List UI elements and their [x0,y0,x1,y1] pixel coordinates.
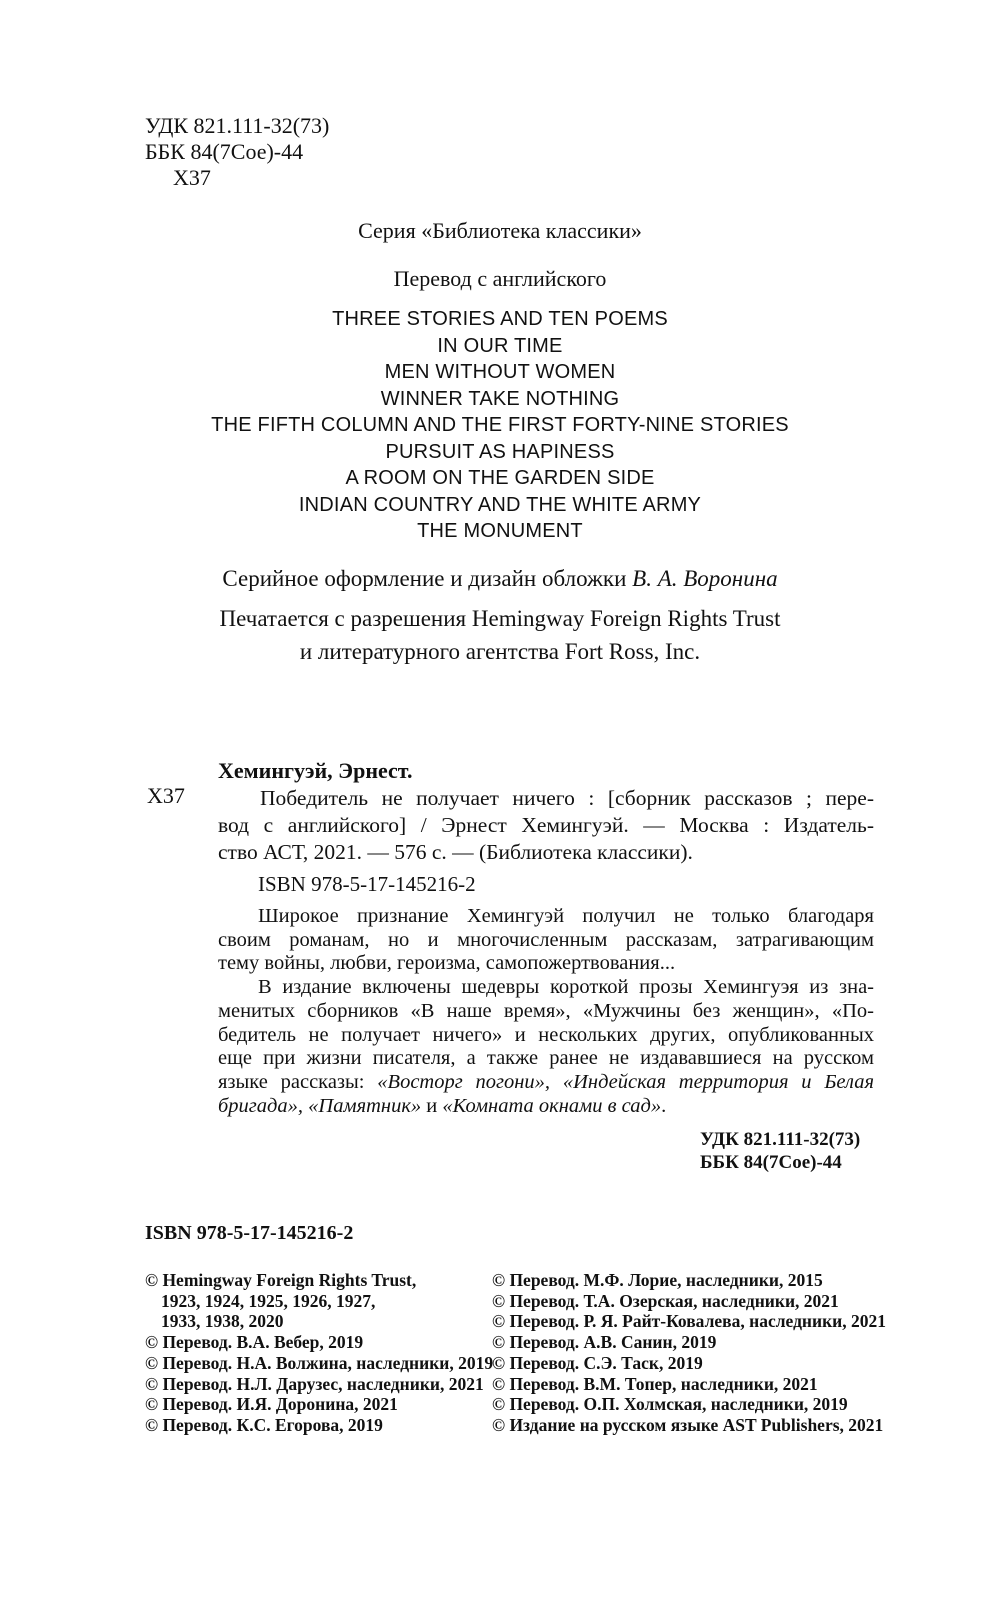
copyright-line: © Перевод. В.А. Вебер, 2019 [145,1332,364,1353]
annotation-line: В издание включены шедевры короткой прозы Хемингуэя из зна- [258,976,874,999]
copyright-line: © Перевод. Т.А. Озерская, наследники, 2021 [492,1290,839,1311]
copyright-line: © Перевод. С.Э. Таск, 2019 [492,1352,703,1373]
annotation [218,905,874,1118]
isbn-block: ISBN 978-5-17-145216-2 [145,1222,354,1244]
copyright-line: © Издание на русском языке AST Publishers, 2021 [492,1414,884,1435]
copyright-line: © Hemingway Foreign Rights Trust, [145,1270,417,1290]
original-title: THE MONUMENT [417,520,583,542]
catalog-line: Победитель не получает ничего : [сборник рассказов ; пере- [260,786,874,810]
classification-codes [145,113,329,191]
footer-bbk: ББК 84(7Сое)-44 [700,1152,842,1173]
annotation-text: . [661,1094,667,1117]
copyright-line: © Перевод. Н.Л. Дарузес, наследники, 2021 [145,1373,484,1394]
original-title: PURSUIT AS HAPINESS [385,440,615,463]
footer-udk: УДК 821.111-32(73) [700,1129,861,1150]
copyright-line: © Перевод. К.С. Егорова, 2019 [145,1414,383,1435]
series-title: Серия «Библиотека классики» [358,218,642,243]
translation-note: Перевод с английского [393,266,607,291]
catalog-line: вод с английского] / Эрнест Хемингуэй. — Москва : Издатель- [218,813,874,837]
design-text: Серийное оформление и дизайн обложки [222,566,627,591]
annotation-line [218,1095,874,1119]
annotation-italic: бригада», «Памятник» [218,1094,422,1117]
design-credit [0,566,1000,592]
designer-name: В. А. Воронина [632,566,778,591]
catalog-author: Хемингуэй, Эрнест. [218,758,413,783]
footer-codes [700,1128,860,1174]
copyright-line: © Перевод. И.Я. Доронина, 2021 [145,1394,398,1415]
annotation-text: и [421,1094,443,1117]
copyright-line: © Перевод. М.Ф. Лорие, наследники, 2015 [492,1270,823,1290]
original-title: MEN WITHOUT WOMEN [384,361,616,383]
copyright-line: © Перевод. А.В. Санин, 2019 [492,1332,717,1353]
catalog-entry [218,785,874,866]
copyright-line: 1923, 1924, 1925, 1926, 1927, [161,1290,376,1311]
permission-note [0,602,1000,668]
udk-code: УДК 821.111-32(73) [145,113,330,138]
annotation-line: бедитель не получает ничего» и нескольких других, опубликованных [218,1023,874,1046]
bbk-code: ББК 84(7Сое)-44 [145,139,304,164]
original-title: THE FIFTH COLUMN AND THE FIRST FORTY-NINE STORIES [211,414,789,436]
annotation-italic: «Восторг погони», «Индейская территория и Белая [377,1070,874,1093]
annotation-line [218,1071,874,1095]
original-title: INDIAN COUNTRY AND THE WHITE ARMY [298,493,702,516]
original-title: A ROOM ON THE GARDEN SIDE [345,467,655,489]
annotation-line: своим романам, но и многочисленным рассказам, затрагивающим [218,928,874,951]
copyrights-right [492,1270,886,1436]
annotation-text: языке рассказы: [218,1070,378,1093]
catalog-mark: Х37 [147,783,185,808]
copyright-line: © Перевод. Р. Я. Райт-Ковалева, наследники, 2021 [492,1311,887,1332]
copyright-line: © Перевод. Н.А. Волжина, наследники, 2019 [145,1352,494,1373]
original-title: THREE STORIES AND TEN POEMS [332,308,668,330]
copyright-line: © Перевод. В.М. Топер, наследники, 2021 [492,1373,818,1394]
original-title: IN OUR TIME [437,334,563,357]
annotation-italic: «Комната окнами в сад» [442,1094,662,1117]
permission-line: Печатается с разрешения Hemingway Foreign Rights Trust [219,606,781,631]
catalog-line: ство АСТ, 2021. — 576 с. — (Библиотека классики). [218,840,693,864]
copyrights-left [145,1270,493,1436]
catalog-isbn: ISBN 978-5-17-145216-2 [258,872,476,896]
copyright-line: 1933, 1938, 2020 [161,1311,284,1332]
permission-line: и литературного агентства Fort Ross, Inc. [299,639,701,664]
original-title: WINNER TAKE NOTHING [380,387,620,410]
annotation-line: менитых сборников «В наше время», «Мужчины без женщин», «По- [218,999,874,1022]
copyright-line: © Перевод. О.П. Холмская, наследники, 2019 [492,1394,848,1415]
annotation-line: Широкое признание Хемингуэй получил не только благодаря [258,905,874,927]
annotation-line: еще при жизни писателя, а также ранее не издававшиеся на русском [218,1047,874,1070]
original-titles [0,306,1000,545]
author-mark: Х37 [173,165,211,190]
annotation-line: тему войны, любви, героизма, самопожертвования... [218,952,676,975]
